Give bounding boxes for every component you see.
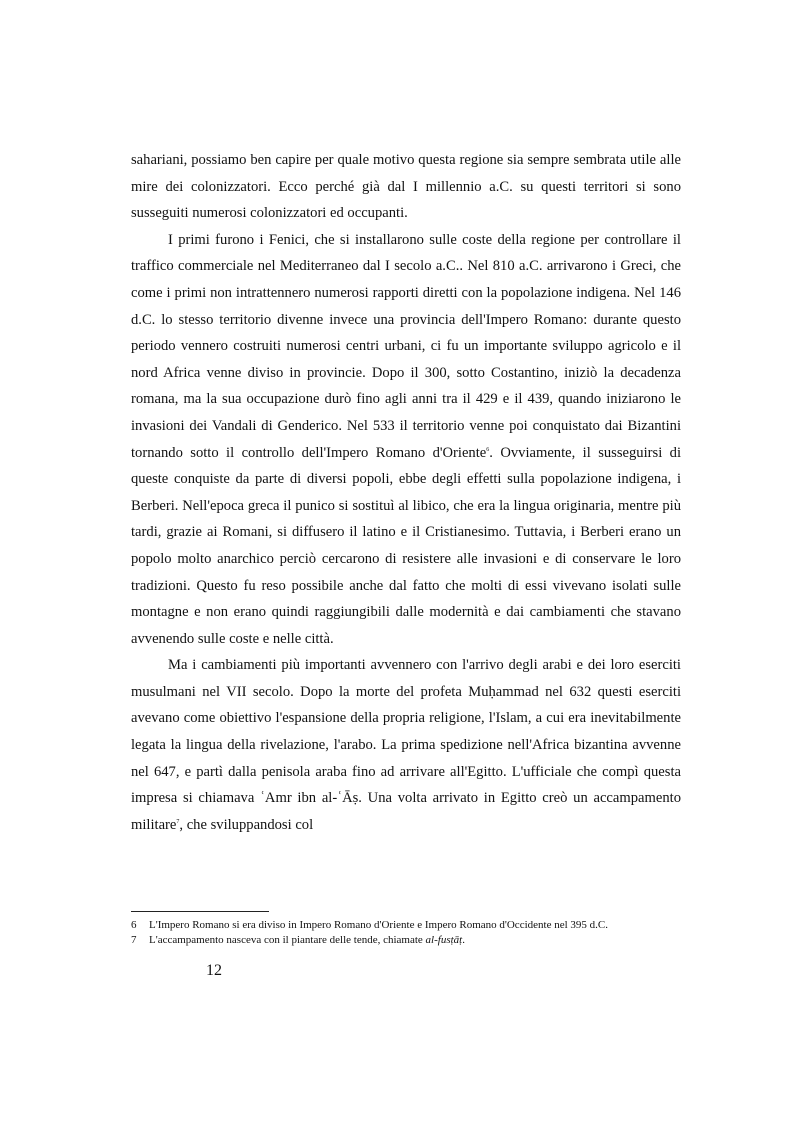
footnote-6: [131, 918, 681, 933]
footnote-text: L'Impero Romano si era diviso in Impero Romano d'Oriente e Impero Romano d'Occidente nel 395 d.C.: [149, 919, 608, 931]
body-text: [131, 147, 681, 838]
paragraph-3: [131, 652, 681, 838]
footnote-ref-6[interactable]: 6: [486, 446, 490, 453]
footnote-ref-7[interactable]: 7: [176, 818, 180, 825]
paragraph-2-text-a: I primi furono i Fenici, che si installarono sulle coste della regione per controllare il traffico commerciale nel Mediterraneo dal I secolo a.C.. Nel 810 a.C. arrivarono i Greci, che come i primi non intrattennero numerosi rapporti diretti con la popolazione indigena. Nel 146 d.C. lo stesso territorio divenne invece una provincia dell'Impero Romano: durante questo periodo vennero costruiti numerosi centri urbani, ci fu un importante sviluppo agricolo e il nord Africa venne diviso in provincie. Dopo il 300, sotto Costantino, iniziò la decadenza romana, ma la sua occupazione durò fino agli anni tra il 429 e il 439, quando iniziarono le invasioni dei Vandali di Genderico. Nel 533 il territorio venne poi conquistato dai Bizantini tornando sotto il controllo dell'Impero Romano d'Oriente: [131, 231, 681, 461]
footnote-7: [131, 933, 681, 948]
footnotes: [131, 918, 681, 948]
paragraph-2: [131, 227, 681, 653]
footnote-text: [149, 933, 681, 948]
paragraph-3-text-b: , che sviluppandosi col: [179, 816, 314, 833]
footnote-text-after: .: [462, 934, 465, 946]
paragraph-3-text-a: Ma i cambiamenti più importanti avvennero con l'arrivo degli arabi e dei loro eserciti musulmani nel VII secolo. Dopo la morte del profeta Muḥammad nel 632 questi eserciti avevano come obiettivo l'espansione della propria religione, l'Islam, a cui era inevitabilmente legata la lingua della rivelazione, l'arabo. La prima spedizione nell'Africa bizantina avvenne nel 647, e partì dalla penisola araba fino ad arrivare all'Egitto. L'ufficiale che compì questa impresa si chiamava ʿAmr ibn al-ʿĀṣ. Una volta arrivato in Egitto creò un accampamento militare: [131, 657, 681, 833]
paragraph-2-text-b: . Ovviamente, il susseguirsi di queste conquiste da parte di diversi popoli, ebbe degli effetti sulla popolazione indigena, i Berberi. Nell'epoca greca il punico si sostituì al libico, che era la lingua originaria, mentre più tardi, grazie ai Romani, si diffusero il latino e il Cristianesimo. Tuttavia, i Berberi erano un popolo molto anarchico perciò cercarono di resistere alle invasioni e di conservare le loro tradizioni. Questo fu reso possibile anche dal fatto che molti di essi vivevano isolati sulle montagne e non erano quindi raggiungibili dalle modernità e dai cambiamenti che stavano avvenendo sulle coste e nelle città.: [131, 444, 682, 647]
footnote-text-before: L'accampamento nasceva con il piantare delle tende, chiamate: [149, 934, 426, 946]
footnote-separator: [131, 911, 269, 912]
footnote-text-italic: al-fusṭāṭ: [425, 934, 463, 946]
paragraph-1-text: sahariani, possiamo ben capire per quale motivo questa regione sia sempre sembrata utile alle mire dei colonizzatori. Ecco perché già dal I millennio a.C. su questi territori si sono susseguiti numerosi colonizzatori ed occupanti.: [131, 152, 681, 222]
footnote-number: 7: [131, 934, 137, 946]
paragraph-1: [131, 147, 681, 227]
footnote-number: 6: [131, 919, 137, 931]
page-number: 12: [206, 962, 222, 979]
